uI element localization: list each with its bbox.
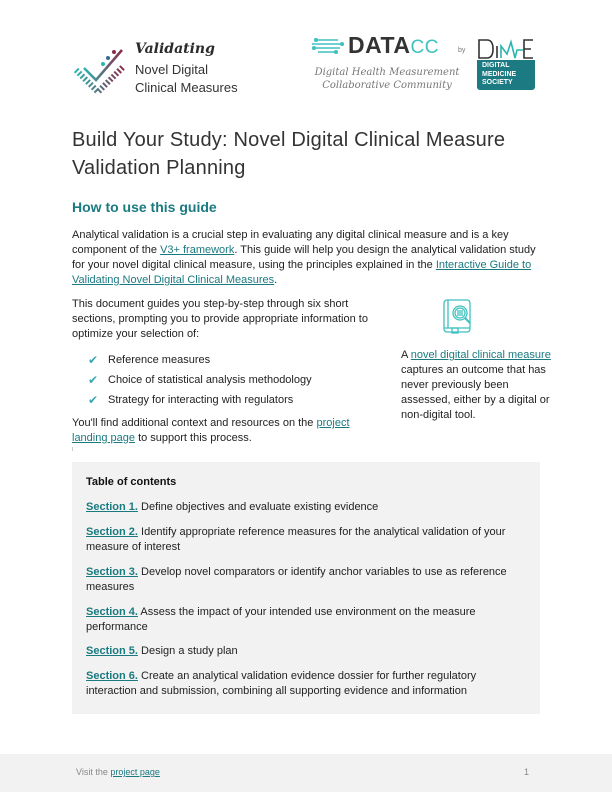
- toc-item-text: Define objectives and evaluate existing evidence: [141, 501, 379, 513]
- callout-text-1: A: [401, 349, 411, 361]
- intro-text-2: . This guide will help you design the analytical validation study for your novel digital clinical measure, using the principles explained in the: [72, 244, 536, 271]
- toc-section-link[interactable]: Section 4.: [86, 606, 138, 618]
- vndcm-logo-title: Validating: [135, 41, 215, 57]
- datacc-word-data: DATA: [348, 32, 411, 58]
- checkmark-icon: ✔: [88, 372, 99, 387]
- vndcm-logo-line2: Clinical Measures: [135, 80, 238, 95]
- footer-text: [76, 767, 160, 777]
- page-number: 1: [524, 767, 530, 777]
- toc-item-text: Assess the impact of your intended use environment on the measure performance: [86, 606, 476, 633]
- dime-logo: [477, 38, 535, 90]
- toc-item: [86, 644, 526, 659]
- checklist-item-label: Reference measures: [108, 353, 211, 366]
- callout-text-2: captures an outcome that has never previously been assessed, either by a digital or non-digital tool.: [401, 364, 550, 421]
- datacc-subtitle-2: Collaborative Community: [322, 80, 452, 91]
- resources-text-1: You'll find additional context and resources on the: [72, 417, 317, 429]
- toc-item-text: Develop novel comparators or identify anchor variables to use as reference measures: [86, 566, 507, 593]
- dime-line2: MEDICINE: [482, 70, 517, 78]
- by-label: by: [458, 47, 466, 54]
- toc-item: [86, 565, 526, 595]
- section-heading: How to use this guide: [72, 199, 217, 215]
- guide-paragraph: This document guides you step-by-step through six short sections, prompting you to provide appropriate information to optimize your selection of:: [72, 298, 368, 340]
- checklist-item-label: Strategy for interacting with regulators: [108, 393, 294, 406]
- novel-measure-link[interactable]: novel digital clinical measure: [410, 349, 551, 361]
- table-of-contents: [72, 462, 540, 714]
- toc-item-text: Design a study plan: [141, 645, 238, 657]
- dime-mark-icon: [477, 38, 535, 60]
- project-page-link[interactable]: project page: [110, 767, 160, 777]
- toc-item: [86, 669, 526, 699]
- v3-framework-link[interactable]: V3+ framework: [160, 244, 235, 256]
- resources-text-2: to support this process.: [135, 432, 252, 444]
- checklist-item: [88, 350, 312, 370]
- checklist-item-label: Choice of statistical analysis methodology: [108, 373, 312, 386]
- checkmark-logo-icon: [72, 42, 128, 94]
- callout-text: [401, 348, 551, 423]
- dime-label-box: [477, 60, 535, 90]
- toc-item: [86, 525, 526, 555]
- toc-item: [86, 605, 526, 635]
- dime-line1: DIGITAL: [482, 62, 510, 69]
- checkmark-icon: ✔: [88, 392, 99, 407]
- toc-section-link[interactable]: Section 2.: [86, 526, 138, 538]
- toc-title: Table of contents: [86, 476, 177, 488]
- toc-item-text: Identify appropriate reference measures for the analytical validation of your measure of interest: [86, 526, 506, 553]
- toc-section-link[interactable]: Section 1.: [86, 501, 138, 513]
- intro-text-3: .: [274, 274, 278, 286]
- datacc-logo-word: [348, 32, 439, 59]
- project-landing-page-link[interactable]: project landing page: [72, 417, 350, 444]
- datacc-logo: [312, 32, 462, 95]
- toc-item-text: Create an analytical validation evidence dossier for further regulatory interaction and submission, combining all supporting evidence and information: [86, 670, 477, 697]
- divider-tick: [72, 447, 73, 451]
- intro-text-1: Analytical validation is a crucial step in evaluating any digital clinical measure and is a key component of the: [72, 229, 509, 256]
- checkmark-icon: ✔: [88, 352, 99, 367]
- book-magnifier-icon: [440, 298, 478, 336]
- resources-paragraph: [72, 416, 372, 446]
- toc-section-link[interactable]: Section 3.: [86, 566, 138, 578]
- page-title: Build Your Study: Novel Digital Clinical Measure Validation Planning: [72, 129, 506, 179]
- vndcm-logo-line1: Novel Digital: [135, 62, 208, 77]
- intro-paragraph: [72, 228, 547, 288]
- datacc-word-cc: CC: [410, 37, 439, 58]
- checklist-item: [88, 390, 312, 410]
- toc-item: [86, 500, 526, 515]
- datacc-lines-icon: [312, 38, 344, 54]
- toc-section-link[interactable]: Section 6.: [86, 670, 138, 682]
- checklist: [88, 350, 312, 410]
- footer-text-prefix: Visit the: [76, 767, 111, 777]
- vndcm-logo: [72, 40, 262, 100]
- checklist-item: [88, 370, 312, 390]
- toc-section-link[interactable]: Section 5.: [86, 645, 138, 657]
- datacc-subtitle-1: Digital Health Measurement: [314, 67, 460, 78]
- dime-line3: SOCIETY: [482, 79, 513, 86]
- interactive-guide-link[interactable]: Interactive Guide to Validating Novel Digital Clinical Measures: [72, 259, 532, 286]
